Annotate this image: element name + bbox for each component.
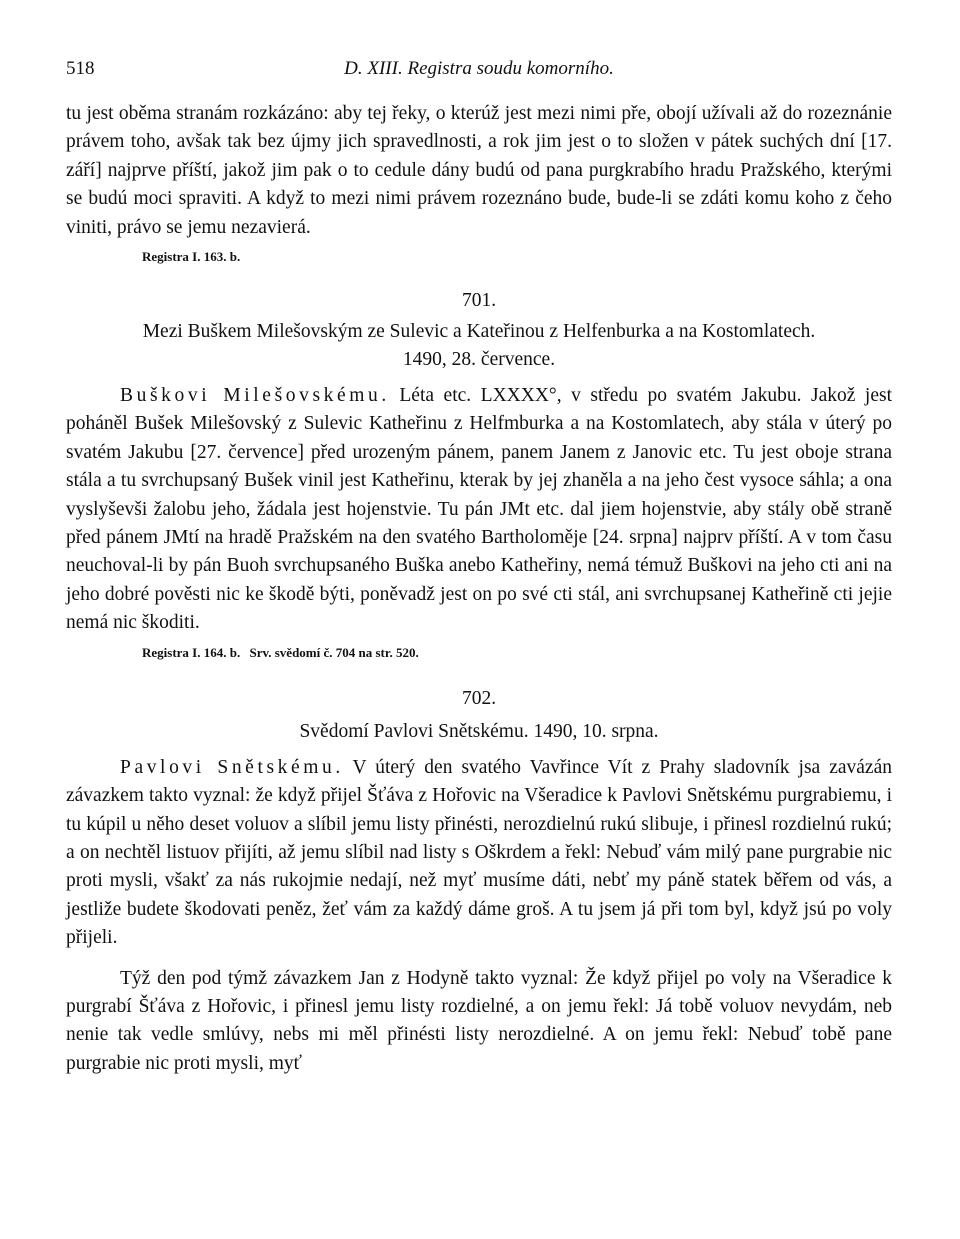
- entry-addressee: Pavlovi Snětskému.: [120, 756, 344, 778]
- entry-body-text: V úterý den svatého Vavřince Vít z Prahy sladovník jsa zavázán závazkem takto vyznal: že když přijel Šťáva z Hořovic na Všeradice k Pavlovi Snětskému purgrabiemu, i tu kúpil u něho deset voluov a slíbil jemu listy přinésti, nerozdielnú rukú slibuje, i přinesl rozdielnú rukú; a on nechtěl listuov přijíti, až jemu slíbil nad listy s Oškrdem a řekl: Nebuď vám milý pane purgrabie nic proti mysli, všakť za nás rukojmie nedají, než myť musíme dáti, nebť my páně statek běřem od vás, a jestliže budete škodovati peněz, žeť vám za každý dáme groš. A tu jsem já při tom byl, když jsú po voly přijeli.: [66, 756, 892, 949]
- entry-number: 701.: [461, 290, 497, 312]
- document-page: [66, 48, 892, 1078]
- entry-title: Mezi Buškem Milešovským ze Sulevic a Kateřinou z Helfenburka a na Kostomlatech.: [142, 321, 816, 343]
- entry-701: [66, 288, 892, 662]
- entry-body-text: Léta etc. LXXXX°, v středu po svatém Jakubu. Jakož jest poháněl Bušek Milešovský z Sulevic Katheřinu z Helfmburka a na Kostomlatech, aby stála v úterý po svatém Jakubu [27. července] před urozeným pánem, panem Janem z Janovic etc. Tu jest oboje strana stála a tu svrchupsaný Bušek vinil jest Katheřinu, kterak by jej zhaněla a na jeho čest vysoce sáhla; a ona vyslyševši žalobu jeho, žádala jest hojenstvie. Tu pán JMt etc. dal jiem hojenstvie, aby stály obě straně před pánem JMtí na hradě Pražském na den svatého Bartholoměje [24. srpna] najprv příští. A v tom času neuchoval-li by pán Buoh svrchupsaného Buška anebo Katheřiny, nemá témuž Buškovi na jeho cti ani na jeho dobré pověsti nic ke škodě býti, poněvadž jest on po své cti stál, ani svrchupsanej Katheřině cti jejie nemá nic škoditi.: [66, 385, 892, 634]
- entry-number: 702.: [461, 687, 497, 709]
- running-head: D. XIII. Registra soudu komorního.: [344, 58, 614, 79]
- entry-702: [66, 686, 892, 1078]
- entry-date: 1490, 28. července.: [402, 349, 556, 371]
- entry-paragraph: Týž den pod týmž závazkem Jan z Hodyně takto vyznal: Že když přijel po voly na Všeradice k purgrabí Šťáva z Hořovic, i přinesl jemu listy rozdielné, a on jemu řekl: Já tobě voluov nevydám, neb nenie tak vedle smlúvy, nebs mi měl přinésti listy nerozdielné. A on jemu řekl: Nebuď tobě pane purgrabie nic proti mysli, myť: [66, 967, 892, 1074]
- entry-body: [66, 754, 892, 953]
- entry-source: [142, 644, 892, 662]
- source-reference: Registra I. 163. b.: [142, 249, 241, 265]
- intro-paragraph: tu jest oběma stranám rozkázáno: aby tej řeky, o kterúž jest mezi nimi pře, obojí užívali až do rozeznánie právem toho, avšak tak bez újmy jich spravedlnosti, a rok jim jest o to složen v pátek suchých dní [17. září] najprve příští, jakož jim pak o to cedule dány budú od pana purgkrabího hradu Pražského, kterými se budú moci spraviti. A když to mezi nimi právem rozeznáno bude, bude-li se zdáti komu koho z čeho viniti, právo se jemu nezavierá.: [66, 103, 892, 238]
- entry-addressee: Buškovi Milešovskému.: [120, 385, 390, 407]
- intro-source: [142, 248, 892, 266]
- cross-reference: Srv. svědomí č. 704 na str. 520.: [249, 644, 419, 660]
- entry-title: Svědomí Pavlovi Snětskému. 1490, 10. srpna.: [299, 720, 659, 742]
- page-number: 518: [66, 58, 95, 79]
- page-header: [66, 48, 892, 80]
- entry-body: [66, 382, 892, 638]
- source-reference: Registra I. 164. b.: [142, 644, 241, 660]
